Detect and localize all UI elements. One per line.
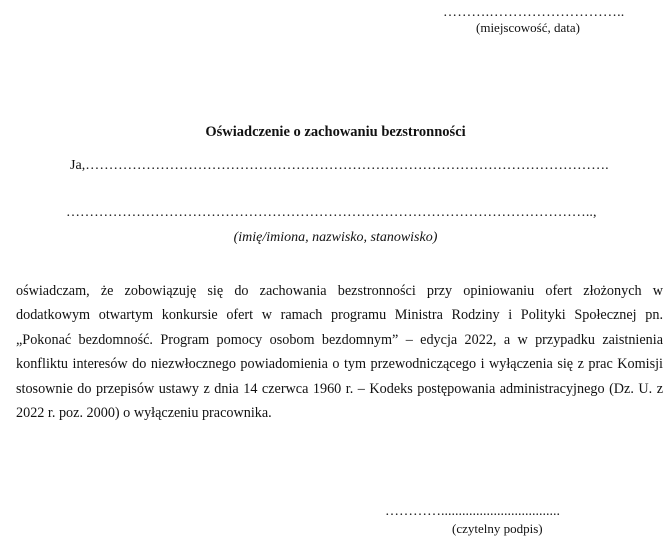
signature-line: ………….................................. xyxy=(385,504,560,519)
signature-caption: (czytelny podpis) xyxy=(452,521,543,536)
place-date-caption: (miejscowość, data) xyxy=(476,20,580,35)
declarant-ja-line: Ja,…………………………………………………………………………………………………. xyxy=(70,158,609,173)
statement-line: konfliktu interesów do niezwłocznego powiadomienia o tym przewodniczącego i wyłączenia się z prac Komisji xyxy=(16,356,663,373)
declarant-name-caption: (imię/imiona, nazwisko, stanowisko) xyxy=(233,230,438,245)
document-title: Oświadczenie o zachowaniu bezstronności xyxy=(205,124,466,140)
statement-line: 2022 r. poz. 2000) o wyłączeniu pracownika. xyxy=(16,404,272,421)
statement-line: „Pokonać bezdomność. Program pomocy osobom bezdomnym” – edycja 2022, a w przypadku zaistnienia xyxy=(16,331,663,348)
statement-line: stosownie do przepisów ustawy z dnia 14 czerwca 1960 r. – Kodeks postępowania administracyjnego (Dz. U. z xyxy=(16,380,663,397)
statement-paragraph xyxy=(16,279,663,425)
statement-line: oświadczam, że zobowiązuję się do zachowania bezstronności przy opiniowaniu ofert złożonych w xyxy=(16,283,663,299)
declarant-name-line: ………………………………………………………………………………………………….., xyxy=(66,205,597,220)
place-date-line: ……….……………………….. xyxy=(443,5,625,20)
statement-line: dodatkowym otwartym konkursie ofert w ramach programu Ministra Rodziny i Polityki Społecznej pn. xyxy=(16,307,663,324)
